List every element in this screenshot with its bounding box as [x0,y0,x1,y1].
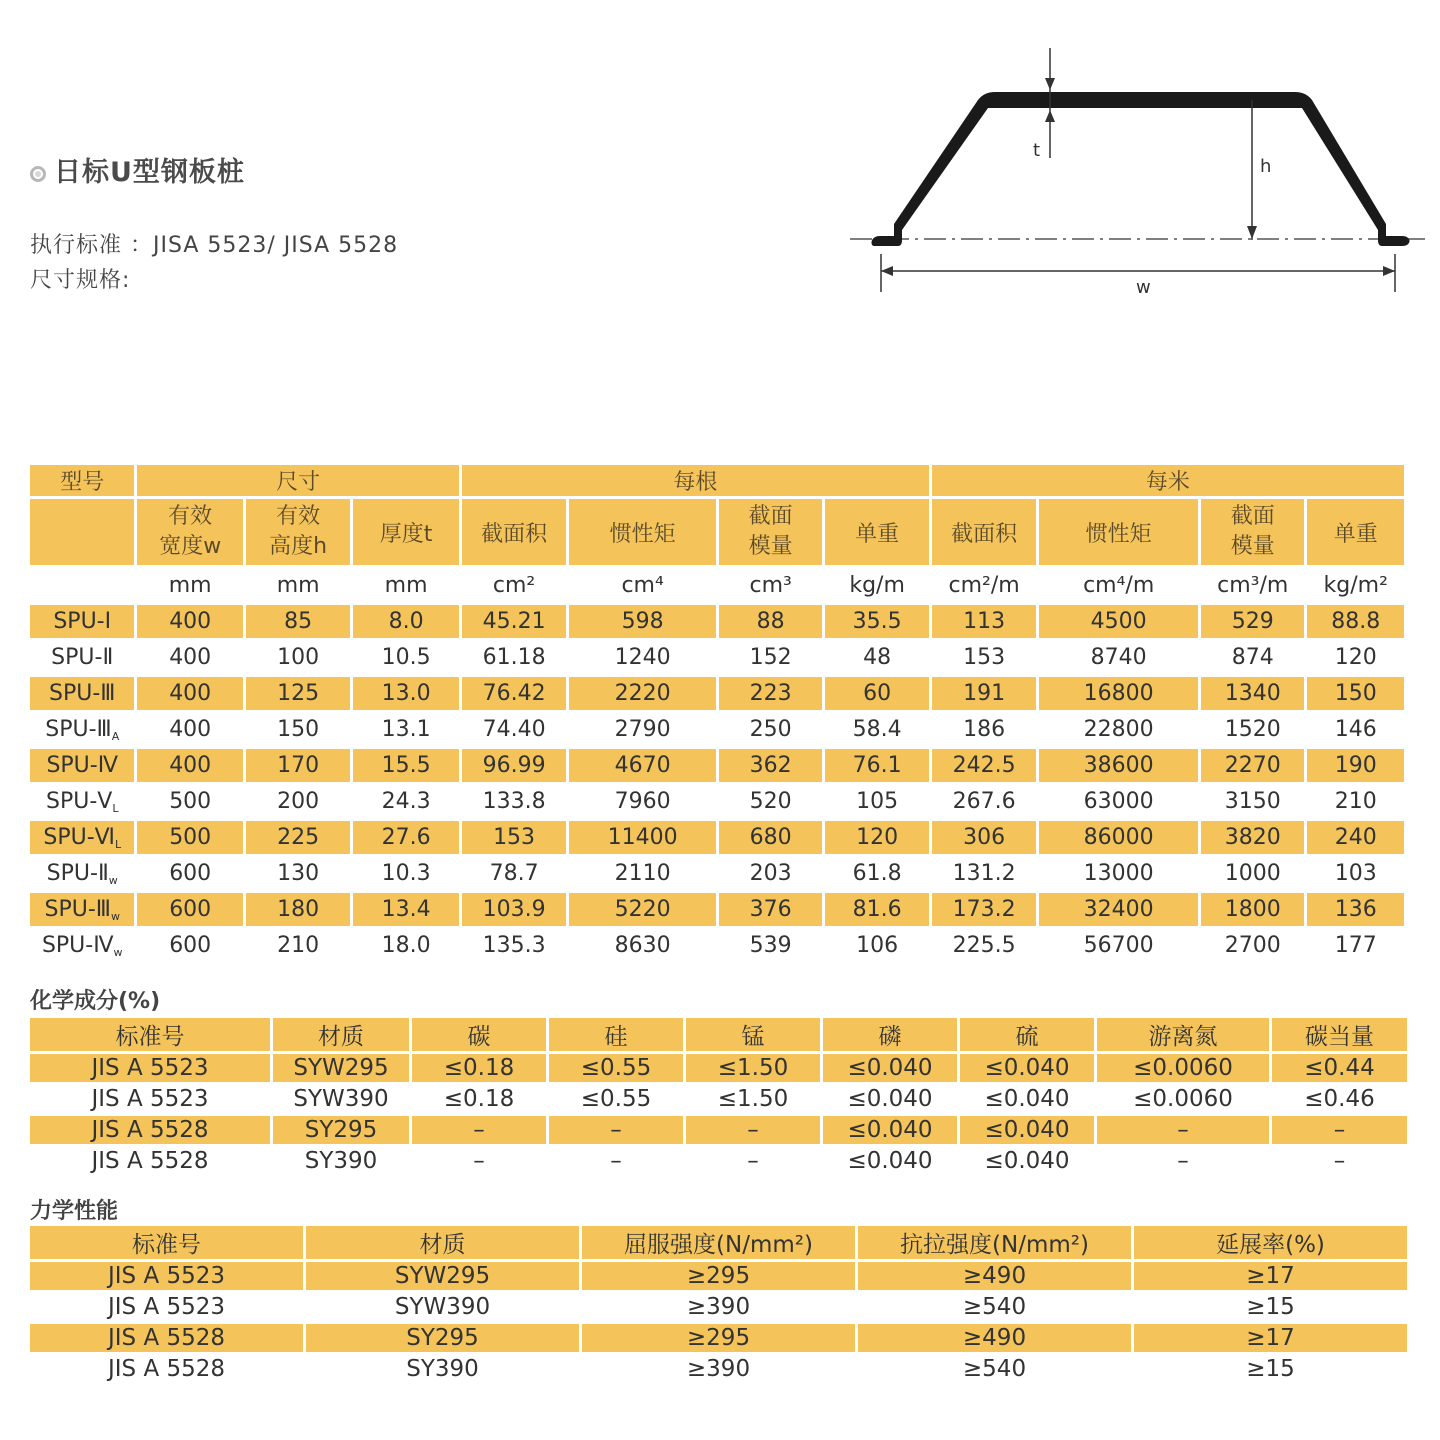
label-t: t [1033,140,1041,161]
table-cell: JIS A 5528 [30,1116,270,1144]
table-cell: 529 [1201,605,1304,638]
table-cell: ≤0.040 [960,1116,1094,1144]
table-cell: JIS A 5523 [30,1085,270,1113]
table-cell: 131.2 [932,857,1036,890]
table-cell: 133.8 [462,785,566,818]
table-cell: 150 [246,713,350,746]
table-row [30,1116,1407,1144]
chem-header-cell: 材质 [273,1018,409,1051]
mech-header-cell: 屈服强度(N/mm²) [582,1226,855,1259]
table-row [30,785,1404,818]
unit-cell: mm [246,568,350,602]
table-cell: 61.8 [825,857,928,890]
circle-bullet-icon [30,166,46,182]
model-name: SPU-Ⅴ [45,788,113,814]
table-cell: 180 [246,893,350,926]
table-cell: SY295 [273,1116,409,1144]
table-cell: ≤1.50 [686,1054,820,1082]
model-name: SPU-Ⅱ [51,644,114,670]
table-row [30,1085,1407,1113]
table-cell: SY295 [306,1324,579,1352]
unit-blank [30,568,134,602]
table-cell: 76.1 [825,749,928,782]
header-height-l2: 高度h [269,534,328,559]
table-cell: ≤0.040 [823,1054,957,1082]
table-cell: 45.21 [462,605,566,638]
table-cell: ≥15 [1134,1355,1407,1383]
header-thickness: 厚度t [353,499,458,565]
table-cell: 113 [932,605,1036,638]
table-cell: 1800 [1201,893,1304,926]
model-cell [30,821,134,854]
spec-column-header-row [30,499,1404,565]
header-modulus-l1: 截面 [748,504,793,529]
table-cell: 78.7 [462,857,566,890]
table-cell: ≥490 [858,1262,1131,1290]
table-cell: 539 [719,929,822,962]
model-subscript: A [111,729,120,743]
table-cell: 191 [932,677,1036,710]
table-cell: 125 [246,677,350,710]
table-cell: – [686,1116,820,1144]
table-cell: 3820 [1201,821,1304,854]
unit-cell: cm²/m [932,568,1036,602]
table-row [30,1293,1407,1321]
table-row [30,641,1404,674]
table-cell: 520 [719,785,822,818]
header-model-blank [30,499,134,565]
table-cell: – [1272,1147,1407,1175]
table-cell: 18.0 [353,929,458,962]
t-arrow-bottom [1045,110,1055,122]
table-cell: SYW390 [306,1293,579,1321]
table-cell: 400 [137,749,242,782]
header-height [246,499,350,565]
header-modulus-m [1201,499,1304,565]
model-name: SPU-Ⅳ [46,752,119,778]
table-cell: 267.6 [932,785,1036,818]
model-cell [30,929,134,962]
table-cell: ≤0.18 [412,1085,546,1113]
table-cell: 210 [1307,785,1404,818]
model-name: SPU-Ⅲ [44,896,111,922]
mech-header-row [30,1226,1407,1259]
table-cell: 153 [462,821,566,854]
table-row [30,1324,1407,1352]
model-cell [30,785,134,818]
table-cell: ≤0.46 [1272,1085,1407,1113]
table-cell: 13.1 [353,713,458,746]
unit-cell: cm² [462,568,566,602]
table-cell: ≤0.040 [823,1147,957,1175]
table-cell: ≥17 [1134,1262,1407,1290]
page-title-text: 日标U型钢板桩 [54,157,245,188]
table-cell: 13000 [1039,857,1198,890]
table-cell: 10.5 [353,641,458,674]
table-cell: 173.2 [932,893,1036,926]
unit-cell: cm⁴ [569,568,716,602]
table-cell: 96.99 [462,749,566,782]
table-cell: 48 [825,641,928,674]
table-cell: 400 [137,605,242,638]
table-cell: – [412,1147,546,1175]
unit-cell: cm³/m [1201,568,1304,602]
table-cell: 106 [825,929,928,962]
table-cell: 2220 [569,677,716,710]
table-cell: – [549,1147,683,1175]
table-cell: 250 [719,713,822,746]
table-cell: 225 [246,821,350,854]
table-cell: 2110 [569,857,716,890]
table-cell: ≤0.0060 [1097,1054,1269,1082]
spec-group-header-row [30,465,1404,496]
model-cell [30,677,134,710]
table-cell: 81.6 [825,893,928,926]
table-cell: ≤0.040 [960,1085,1094,1113]
t-arrow-top [1045,78,1055,90]
table-cell: 242.5 [932,749,1036,782]
table-cell: ≥15 [1134,1293,1407,1321]
chem-table [27,1015,1410,1178]
spec-body [30,605,1404,962]
table-cell: 7960 [569,785,716,818]
table-cell: 24.3 [353,785,458,818]
table-cell: 400 [137,641,242,674]
page-title [30,150,245,189]
table-cell: 600 [137,857,242,890]
table-cell: 5220 [569,893,716,926]
table-cell: 120 [1307,641,1404,674]
table-cell: JIS A 5523 [30,1293,303,1321]
table-cell: 1340 [1201,677,1304,710]
table-cell: 680 [719,821,822,854]
header-area: 截面积 [462,499,566,565]
table-cell: 2790 [569,713,716,746]
table-cell: ≤0.0060 [1097,1085,1269,1113]
table-cell: ≤0.55 [549,1054,683,1082]
table-cell: SY390 [273,1147,409,1175]
table-row [30,749,1404,782]
table-cell: 170 [246,749,350,782]
table-cell: 38600 [1039,749,1198,782]
table-cell: SYW390 [273,1085,409,1113]
table-row [30,1355,1407,1383]
table-cell: 1000 [1201,857,1304,890]
table-cell: – [1097,1147,1269,1175]
unit-cell: cm³ [719,568,822,602]
table-cell: ≥390 [582,1293,855,1321]
table-cell: 376 [719,893,822,926]
model-name: SPU-Ⅲ [45,716,112,742]
chem-section-title: 化学成分(%) [30,989,161,1014]
table-cell: – [412,1116,546,1144]
table-cell: SYW295 [273,1054,409,1082]
mech-header-cell: 延展率(%) [1134,1226,1407,1259]
table-cell: 400 [137,713,242,746]
table-cell: 56700 [1039,929,1198,962]
table-cell: 210 [246,929,350,962]
table-cell: ≥390 [582,1355,855,1383]
table-cell: – [549,1116,683,1144]
table-cell: 13.4 [353,893,458,926]
table-cell: – [1272,1116,1407,1144]
table-cell: 10.3 [353,857,458,890]
table-cell: 11400 [569,821,716,854]
model-cell [30,713,134,746]
model-name: SPU-Ⅱ [46,860,109,886]
chem-header-cell: 碳 [412,1018,546,1051]
table-cell: 225.5 [932,929,1036,962]
section-profile-diagram [850,40,1430,300]
w-arrow-left [881,266,893,276]
chem-body [30,1018,1407,1175]
chem-header-cell: 磷 [823,1018,957,1051]
header-modulus-m-l1: 截面 [1230,504,1275,529]
table-cell: SYW295 [306,1262,579,1290]
header-modulus [719,499,822,565]
table-row [30,893,1404,926]
table-cell: 186 [932,713,1036,746]
header-width-l1: 有效 [168,504,213,529]
table-cell: ≤0.55 [549,1085,683,1113]
chem-header-cell: 硫 [960,1018,1094,1051]
table-cell: 4500 [1039,605,1198,638]
table-row [30,1147,1407,1175]
table-cell: 58.4 [825,713,928,746]
table-cell: ≤0.040 [960,1147,1094,1175]
table-cell: 120 [825,821,928,854]
spec-table [27,462,1407,965]
header-weight: 单重 [825,499,928,565]
table-cell: 13.0 [353,677,458,710]
table-cell: ≥295 [582,1324,855,1352]
header-width-l2: 宽度w [159,534,222,559]
table-cell: 60 [825,677,928,710]
standard-line: 执行标准 ：JISA 5523/ JISA 5528 [30,233,399,258]
table-cell: 177 [1307,929,1404,962]
table-cell: 2270 [1201,749,1304,782]
header-model: 型号 [30,465,134,496]
table-cell: 598 [569,605,716,638]
table-cell: 22800 [1039,713,1198,746]
model-subscript: L [114,837,122,851]
table-cell: 4670 [569,749,716,782]
chem-header-cell: 硅 [549,1018,683,1051]
table-cell: 15.5 [353,749,458,782]
table-cell: 61.18 [462,641,566,674]
table-cell: 16800 [1039,677,1198,710]
table-row [30,1054,1407,1082]
table-cell: 874 [1201,641,1304,674]
table-cell: 105 [825,785,928,818]
table-cell: 240 [1307,821,1404,854]
table-cell: 152 [719,641,822,674]
table-cell: 100 [246,641,350,674]
chem-header-cell: 游离氮 [1097,1018,1269,1051]
table-row [30,1262,1407,1290]
table-cell: 146 [1307,713,1404,746]
chem-header-row [30,1018,1407,1051]
table-cell: JIS A 5523 [30,1054,270,1082]
model-cell [30,605,134,638]
table-cell: 32400 [1039,893,1198,926]
table-cell: 200 [246,785,350,818]
table-cell: ≤0.18 [412,1054,546,1082]
model-cell [30,857,134,890]
label-w: w [1136,277,1151,298]
chem-header-cell: 标准号 [30,1018,270,1051]
header-weight-m: 单重 [1307,499,1404,565]
unit-cell: kg/m [825,568,928,602]
table-cell: 88 [719,605,822,638]
table-cell: 190 [1307,749,1404,782]
model-name: SPU-Ⅰ [53,608,112,634]
spec-unit-row [30,568,1404,602]
header-per-meter: 每米 [932,465,1404,496]
table-cell: 500 [137,785,242,818]
table-cell: 85 [246,605,350,638]
h-arrow [1247,226,1257,239]
table-cell: ≥540 [858,1293,1131,1321]
table-cell: ≥17 [1134,1324,1407,1352]
header-inertia-m: 惯性矩 [1039,499,1198,565]
mech-body [30,1226,1407,1383]
model-name: SPU-Ⅲ [49,680,116,706]
profile-outline [872,92,1410,246]
table-cell: 400 [137,677,242,710]
table-cell: 306 [932,821,1036,854]
model-subscript: w [113,945,123,959]
unit-cell: mm [137,568,242,602]
model-cell [30,641,134,674]
table-cell: 74.40 [462,713,566,746]
model-subscript: L [112,801,119,815]
table-cell: 153 [932,641,1036,674]
model-subscript: w [108,873,118,887]
table-cell: ≥540 [858,1355,1131,1383]
table-cell: ≤0.44 [1272,1054,1407,1082]
model-name: SPU-Ⅳ [41,932,114,958]
header-modulus-m-l2: 模量 [1230,534,1275,559]
table-cell: 362 [719,749,822,782]
mech-section-title: 力学性能 [30,1199,119,1224]
header-width [137,499,242,565]
mech-header-cell: 抗拉强度(N/mm²) [858,1226,1131,1259]
mech-table [27,1223,1410,1386]
table-cell: 103 [1307,857,1404,890]
table-row [30,713,1404,746]
table-cell: 27.6 [353,821,458,854]
table-cell: 35.5 [825,605,928,638]
table-cell: JIS A 5528 [30,1147,270,1175]
table-cell: ≥295 [582,1262,855,1290]
chem-header-cell: 锰 [686,1018,820,1051]
table-cell: JIS A 5528 [30,1355,303,1383]
table-cell: 3150 [1201,785,1304,818]
header-dimensions: 尺寸 [137,465,458,496]
model-cell [30,893,134,926]
w-arrow-right [1383,266,1395,276]
mech-header-cell: 材质 [306,1226,579,1259]
table-cell: 88.8 [1307,605,1404,638]
table-cell: 130 [246,857,350,890]
table-cell: 76.42 [462,677,566,710]
table-cell: 103.9 [462,893,566,926]
unit-cell: kg/m² [1307,568,1404,602]
spec-label: 尺寸规格: [30,268,131,293]
table-cell: 8.0 [353,605,458,638]
header-inertia: 惯性矩 [569,499,716,565]
model-subscript: w [110,909,120,923]
header-modulus-l2: 模量 [748,534,793,559]
table-cell: 150 [1307,677,1404,710]
header-area-m: 截面积 [932,499,1036,565]
table-cell: ≤0.040 [823,1116,957,1144]
table-cell: 203 [719,857,822,890]
header-per-piece: 每根 [462,465,929,496]
table-cell: SY390 [306,1355,579,1383]
table-cell: JIS A 5523 [30,1262,303,1290]
table-row [30,857,1404,890]
table-row [30,677,1404,710]
table-cell: ≤0.040 [960,1054,1094,1082]
table-cell: ≤0.040 [823,1085,957,1113]
table-cell: 1240 [569,641,716,674]
unit-cell: cm⁴/m [1039,568,1198,602]
mech-header-cell: 标准号 [30,1226,303,1259]
table-cell: – [1097,1116,1269,1144]
model-name: SPU-Ⅵ [43,824,115,850]
table-cell: 86000 [1039,821,1198,854]
unit-cell: mm [353,568,458,602]
label-h: h [1260,156,1272,177]
chem-header-cell: 碳当量 [1272,1018,1407,1051]
table-cell: 63000 [1039,785,1198,818]
table-cell: 135.3 [462,929,566,962]
table-row [30,929,1404,962]
header-height-l1: 有效 [276,504,321,529]
table-cell: 8740 [1039,641,1198,674]
table-cell: 1520 [1201,713,1304,746]
table-cell: 600 [137,929,242,962]
table-cell: 600 [137,893,242,926]
table-cell: 8630 [569,929,716,962]
table-cell: ≥490 [858,1324,1131,1352]
table-row [30,605,1404,638]
table-cell: 223 [719,677,822,710]
table-row [30,821,1404,854]
table-cell: ≤1.50 [686,1085,820,1113]
table-cell: 136 [1307,893,1404,926]
table-cell: – [686,1147,820,1175]
table-cell: 2700 [1201,929,1304,962]
table-cell: 500 [137,821,242,854]
table-cell: JIS A 5528 [30,1324,303,1352]
model-cell [30,749,134,782]
